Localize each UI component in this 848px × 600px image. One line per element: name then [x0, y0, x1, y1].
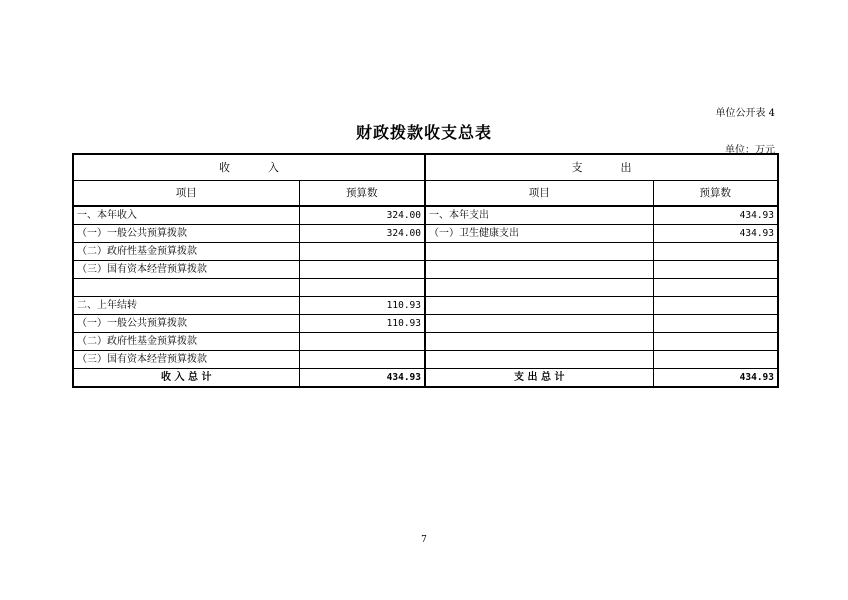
expense-amount-cell	[653, 261, 778, 279]
income-amount-cell	[299, 261, 425, 279]
income-amount-header: 预算数	[299, 181, 425, 207]
expense-item-cell	[425, 333, 653, 351]
expense-item-cell	[425, 351, 653, 369]
expense-total-amount: 434.93	[653, 369, 778, 388]
table-row	[73, 315, 778, 333]
expense-item-header: 项目	[425, 181, 653, 207]
income-item-cell	[73, 279, 299, 297]
income-amount-cell: 110.93	[299, 315, 425, 333]
page-number: 7	[421, 535, 427, 545]
expense-amount-cell	[653, 333, 778, 351]
income-item-cell: （三）国有资本经营预算拨款	[73, 351, 299, 369]
table-row	[73, 297, 778, 315]
table-row	[73, 261, 778, 279]
income-amount-cell	[299, 333, 425, 351]
expense-amount-cell: 434.93	[653, 206, 778, 225]
expense-amount-cell	[653, 315, 778, 333]
income-total-label: 收 入 总 计	[73, 369, 299, 388]
expense-item-cell	[425, 243, 653, 261]
table-row	[73, 333, 778, 351]
expense-amount-cell	[653, 243, 778, 261]
income-item-cell: （一）一般公共预算拨款	[73, 225, 299, 243]
expense-item-cell	[425, 279, 653, 297]
table-row	[73, 225, 778, 243]
income-item-header: 项目	[73, 181, 299, 207]
expense-item-cell: 一、本年支出	[425, 206, 653, 225]
income-amount-cell	[299, 351, 425, 369]
income-item-cell: 一、本年收入	[73, 206, 299, 225]
income-item-cell: 二、上年结转	[73, 297, 299, 315]
income-amount-cell	[299, 279, 425, 297]
table-row	[73, 206, 778, 225]
income-amount-cell: 324.00	[299, 206, 425, 225]
page-title: 财政拨款收支总表	[355, 123, 492, 142]
income-group-header: 收入	[73, 154, 425, 181]
table-row	[73, 351, 778, 369]
expense-item-cell: （一）卫生健康支出	[425, 225, 653, 243]
expense-amount-cell	[653, 279, 778, 297]
budget-table	[72, 153, 779, 388]
expense-item-cell	[425, 261, 653, 279]
expense-total-label: 支 出 总 计	[425, 369, 653, 388]
table-row	[73, 243, 778, 261]
expense-item-cell	[425, 297, 653, 315]
income-amount-cell: 110.93	[299, 297, 425, 315]
expense-amount-cell	[653, 351, 778, 369]
income-item-cell: （二）政府性基金预算拨款	[73, 243, 299, 261]
income-amount-cell: 324.00	[299, 225, 425, 243]
income-item-cell: （二）政府性基金预算拨款	[73, 333, 299, 351]
income-item-cell: （一）一般公共预算拨款	[73, 315, 299, 333]
expense-group-header: 支出	[425, 154, 778, 181]
income-amount-cell	[299, 243, 425, 261]
income-total-amount: 434.93	[299, 369, 425, 388]
table-total-row	[73, 369, 778, 388]
income-item-cell: （三）国有资本经营预算拨款	[73, 261, 299, 279]
expense-item-cell	[425, 315, 653, 333]
document-id: 单位公开表 4	[715, 108, 775, 119]
expense-amount-cell	[653, 297, 778, 315]
unit-label: 单位：万元	[725, 145, 775, 156]
expense-amount-cell: 434.93	[653, 225, 778, 243]
table-column-header-row	[73, 181, 778, 207]
table-group-header-row	[73, 154, 778, 181]
expense-amount-header: 预算数	[653, 181, 778, 207]
table-row	[73, 279, 778, 297]
